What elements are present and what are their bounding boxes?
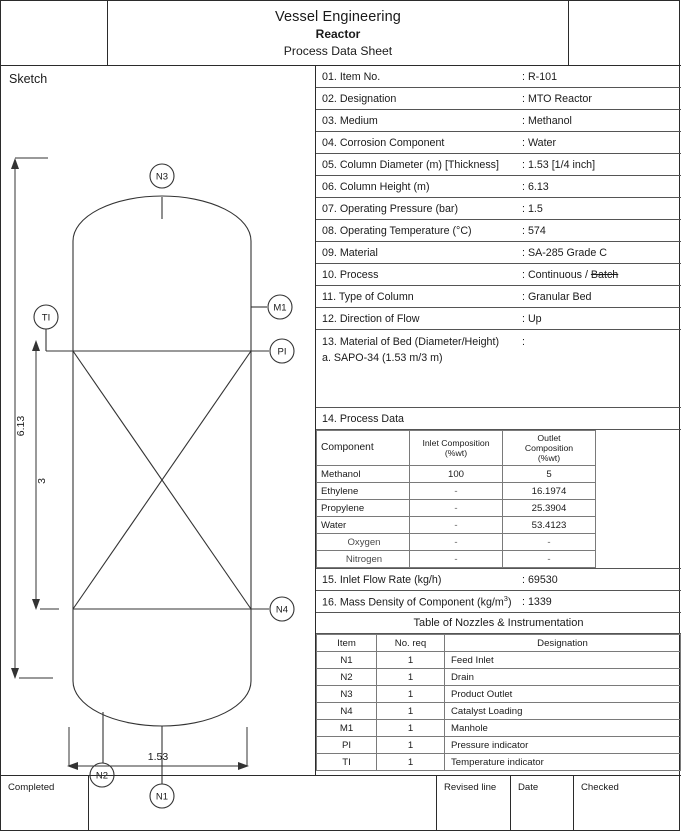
composition-row [317, 466, 596, 483]
nozzle-label-ti: TI [41, 312, 51, 324]
nozzle-row [317, 652, 681, 669]
nozzle-qty: 1 [377, 720, 445, 737]
spec-row-4 [316, 132, 681, 154]
spec-label-inlet-flow: 15. Inlet Flow Rate (kg/h) [322, 573, 442, 586]
composition-row [317, 483, 596, 500]
inlet-head-line2: (%wt) [444, 448, 468, 458]
composition-outlet: 25.3904 [503, 500, 596, 517]
composition-inlet: - [410, 483, 503, 500]
density-label-pre: 16. Mass Density of Component (kg/m [322, 596, 504, 609]
spec-value-process [522, 269, 681, 281]
title-sub: Reactor [315, 27, 361, 42]
spec-row-6-label: 06. Column Height (m) [322, 180, 430, 193]
vessel-bottom-head [73, 681, 251, 726]
spec-row-5-label: 05. Column Diameter (m) [Thickness] [322, 158, 499, 171]
dim-arrow-bed-bottom [32, 599, 40, 610]
nozzle-label-n2: N2 [95, 770, 109, 782]
composition-outlet: - [503, 551, 596, 568]
spec-label-process: 10. Process [322, 268, 379, 281]
nozzle-label-n4: N4 [275, 604, 289, 616]
nozzle-col-item: Item [317, 635, 377, 652]
spec-row-8-value: : 574 [522, 224, 546, 237]
spec-row-9-label: 09. Material [322, 246, 378, 259]
spec-value-inlet-flow: : 69530 [522, 573, 558, 586]
dim-arrow-total-bottom [11, 668, 19, 679]
spec-row-9 [316, 242, 681, 264]
spec-row-2 [316, 88, 681, 110]
spec-row-12-label: 12. Direction of Flow [322, 312, 420, 325]
composition-inlet: - [410, 517, 503, 534]
nozzle-qty: 1 [377, 652, 445, 669]
nozzle-qty: 1 [377, 686, 445, 703]
composition-table [316, 430, 596, 568]
nozzle-qty: 1 [377, 669, 445, 686]
nozzle-row [317, 686, 681, 703]
footer-completed: Completed [1, 776, 89, 831]
density-label-superscript: 3 [503, 594, 508, 604]
spec-row-6-value: : 6.13 [522, 180, 549, 193]
spec-row-4-label: 04. Corrosion Component [322, 136, 445, 149]
composition-row [317, 534, 596, 551]
composition-table-wrap [316, 430, 681, 569]
spec-row-12-value: : Up [522, 312, 542, 325]
bed-material-line1: 13. Material of Bed (Diameter/Height) [322, 336, 500, 348]
sheet-header [1, 1, 681, 66]
spec-row-4-value: : Water [522, 136, 557, 149]
spec-row-mass-density [316, 591, 681, 613]
composition-row [317, 500, 596, 517]
spec-row-1 [316, 66, 681, 88]
composition-outlet: 53.4123 [503, 517, 596, 534]
nozzle-table-banner: Table of Nozzles & Instrumentation [316, 613, 681, 634]
nozzle-designation: Product Outlet [445, 686, 681, 703]
density-label-post: ) [507, 596, 512, 609]
spec-label-mass-density [322, 594, 522, 609]
nozzle-row [317, 737, 681, 754]
nozzle-table-body [317, 652, 681, 771]
process-data-title-row [316, 408, 681, 430]
composition-component: Water [317, 517, 410, 534]
spec-label-bed-material [322, 335, 522, 366]
spec-row-11-label: 11. Type of Column [322, 290, 414, 303]
process-data-title: 14. Process Data [322, 412, 404, 425]
spec-row-3-value: : Methanol [522, 114, 572, 127]
composition-row [317, 551, 596, 568]
nozzle-row [317, 720, 681, 737]
composition-table-body [317, 466, 596, 568]
spec-row-7 [316, 198, 681, 220]
spec-row-8-label: 08. Operating Temperature (°C) [322, 224, 472, 237]
composition-component: Oxygen [317, 534, 410, 551]
dim-arrow-total-top [11, 158, 19, 169]
composition-component: Methanol [317, 466, 410, 483]
composition-component: Propylene [317, 500, 410, 517]
footer-revised-line: Revised line [437, 776, 511, 831]
nozzle-qty: 1 [377, 737, 445, 754]
spec-row-process [316, 264, 681, 286]
nozzle-label-m1: M1 [273, 302, 287, 314]
composition-inlet: 100 [410, 466, 503, 483]
spec-row-5 [316, 154, 681, 176]
footer-checked: Checked [581, 782, 619, 793]
composition-inlet: - [410, 500, 503, 517]
dim-label-bed-height: 3 [36, 478, 48, 484]
spec-value-mass-density: : 1339 [522, 595, 552, 608]
nozzle-designation: Catalyst Loading [445, 703, 681, 720]
composition-col-component: Component [317, 431, 410, 466]
spec-row-5-value: : 1.53 [1/4 inch] [522, 158, 596, 171]
title-main: Vessel Engineering [275, 8, 401, 25]
nozzle-row [317, 703, 681, 720]
process-value-struck: Batch [590, 268, 619, 281]
nozzle-label-n3: N3 [155, 171, 169, 183]
outlet-head-line1: Outlet [537, 433, 561, 443]
composition-col-inlet [410, 431, 503, 466]
nozzle-item: N3 [317, 686, 377, 703]
nozzle-label-pi: PI [277, 346, 287, 358]
nozzle-qty: 1 [377, 703, 445, 720]
dim-label-diameter: 1.53 [147, 751, 169, 763]
data-pane [316, 66, 681, 775]
spec-row-3-label: 03. Medium [322, 114, 378, 127]
nozzle-designation: Pressure indicator [445, 737, 681, 754]
nozzle-item: PI [317, 737, 377, 754]
composition-component: Nitrogen [317, 551, 410, 568]
nozzle-col-qty: No. req [377, 635, 445, 652]
spec-row-9-value: : SA-285 Grade C [522, 246, 607, 259]
nozzle-item: N2 [317, 669, 377, 686]
spec-value-bed-material: : [522, 336, 525, 348]
spec-row-2-label: 02. Designation [322, 92, 397, 105]
nozzle-table [316, 634, 681, 771]
composition-inlet: - [410, 534, 503, 551]
nozzle-designation: Feed Inlet [445, 652, 681, 669]
spec-row-12 [316, 308, 681, 330]
nozzle-item: TI [317, 754, 377, 771]
header-left-cell [1, 1, 108, 65]
header-right-cell [569, 1, 681, 65]
header-title-block [108, 1, 569, 65]
nozzle-item: N1 [317, 652, 377, 669]
composition-outlet: 5 [503, 466, 596, 483]
spec-row-3 [316, 110, 681, 132]
composition-inlet: - [410, 551, 503, 568]
composition-col-outlet [503, 431, 596, 466]
spec-row-2-value: : MTO Reactor [522, 92, 592, 105]
composition-outlet: 16.1974 [503, 483, 596, 500]
spec-row-7-label: 07. Operating Pressure (bar) [322, 202, 459, 215]
spec-row-inlet-flow [316, 569, 681, 591]
title-third: Process Data Sheet [283, 43, 393, 58]
spec-row-1-label: 01. Item No. [322, 70, 381, 83]
composition-row [317, 517, 596, 534]
spec-row-8 [316, 220, 681, 242]
sketch-label: Sketch [9, 72, 48, 86]
spec-row-11 [316, 286, 681, 308]
inlet-head-line1: Inlet Composition [422, 438, 490, 448]
outlet-head-line2: Composition [524, 443, 574, 453]
spec-row-6 [316, 176, 681, 198]
spec-row-1-value: : R-101 [522, 70, 558, 83]
nozzle-designation: Manhole [445, 720, 681, 737]
dim-label-total-height: 6.13 [15, 415, 27, 437]
bed-material-line2: a. SAPO-34 (1.53 m/3 m) [322, 351, 443, 364]
outlet-head-line3: (%wt) [537, 453, 561, 463]
composition-component: Ethylene [317, 483, 410, 500]
nozzle-qty: 1 [377, 754, 445, 771]
nozzle-label-n1: N1 [155, 791, 169, 803]
spec-row-bed-material [316, 330, 681, 408]
nozzle-item: M1 [317, 720, 377, 737]
spec-rows-group-2 [316, 286, 681, 330]
nozzle-row [317, 669, 681, 686]
dim-arrow-bed-top [32, 340, 40, 351]
process-value-prefix: : Continuous / [522, 268, 591, 281]
nozzle-designation: Drain [445, 669, 681, 686]
nozzle-item: N4 [317, 703, 377, 720]
nozzle-row [317, 754, 681, 771]
spec-rows-group-1 [316, 66, 681, 264]
composition-outlet: - [503, 534, 596, 551]
nozzle-designation: Temperature indicator [445, 754, 681, 771]
spec-row-7-value: : 1.5 [522, 202, 543, 215]
footer-notes-field[interactable] [89, 776, 437, 831]
sheet-footer [1, 775, 681, 831]
footer-date: Date [511, 776, 574, 831]
nozzle-header-row [317, 635, 681, 652]
spec-row-11-value: : Granular Bed [522, 290, 592, 303]
composition-header-row [317, 431, 596, 466]
nozzle-col-designation: Designation [445, 635, 681, 652]
